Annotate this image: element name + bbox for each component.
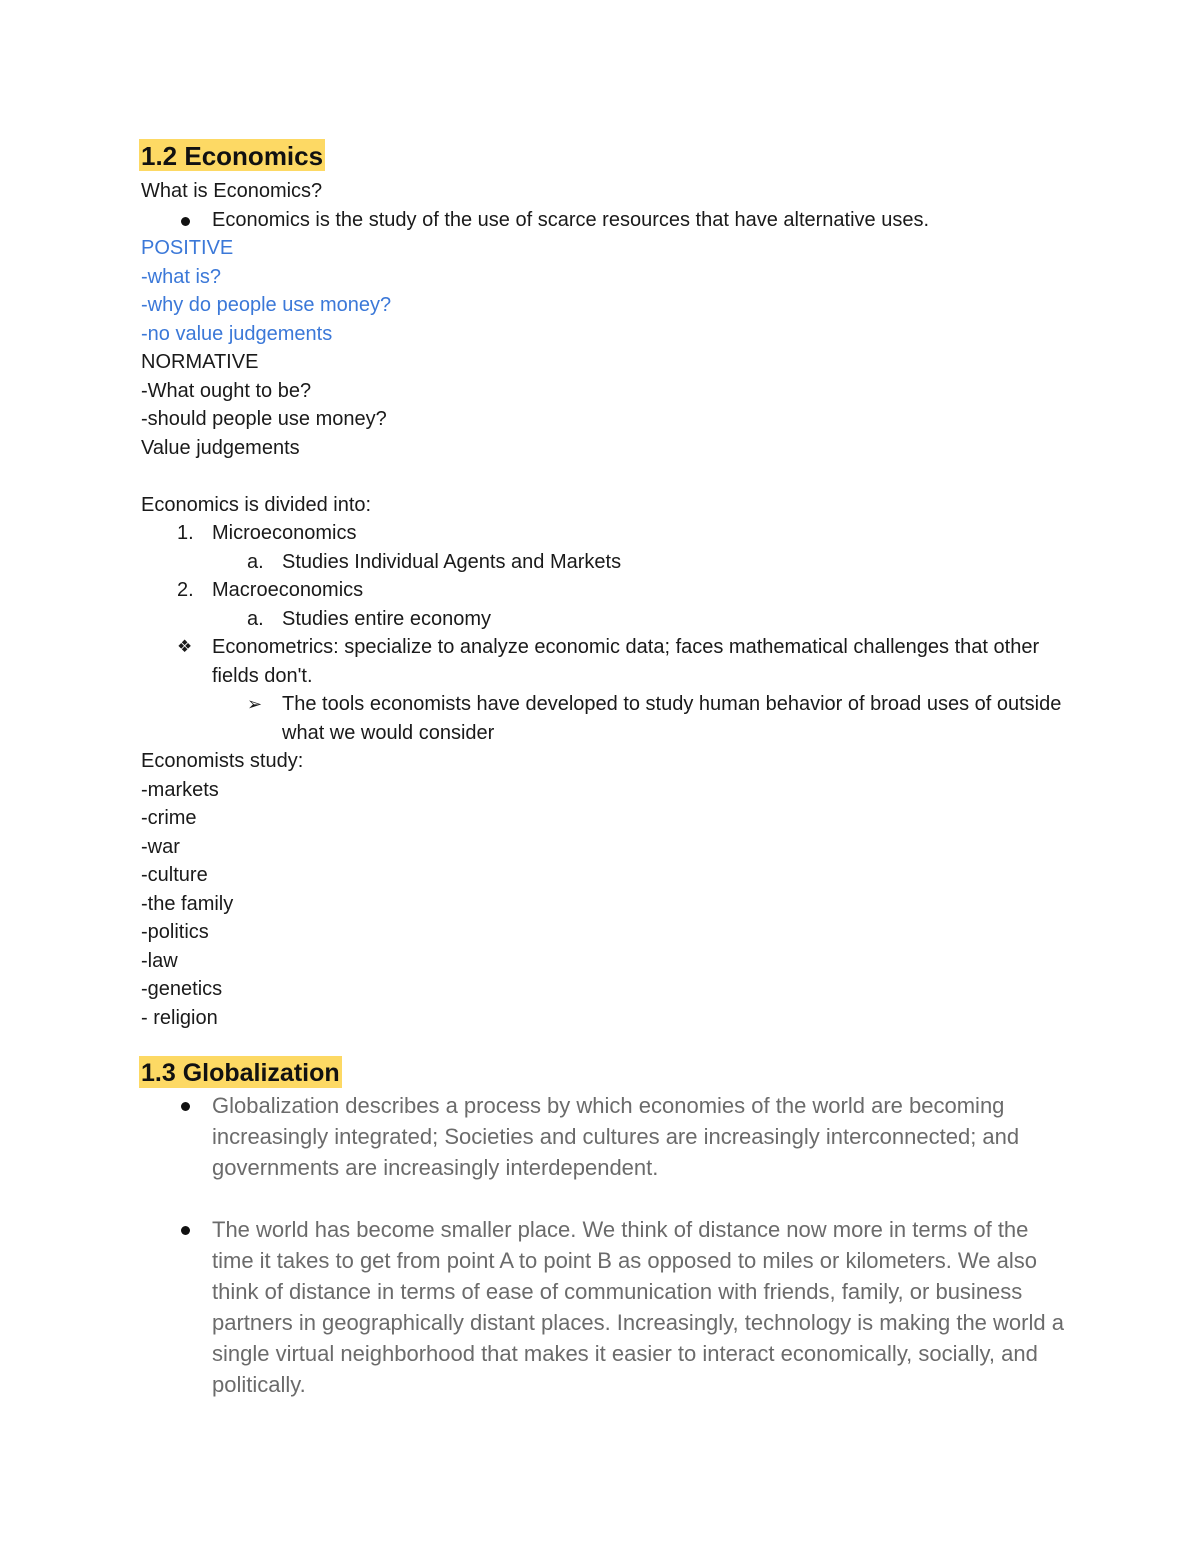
- diamond-bullet-icon: ❖: [177, 637, 193, 656]
- globalization-bullet-text: Globalization describes a process by which economies of the world are becoming increasingly integrated; Societies and cultures are increasingly interconnected; and governments are increasingly interdependent.: [212, 1093, 1020, 1180]
- positive-label: POSITIVE: [141, 237, 234, 259]
- normative-item: Value judgements: [141, 436, 300, 459]
- bullet-dot-icon: [181, 1102, 190, 1111]
- blank-line: [141, 1183, 1071, 1214]
- study-item: -culture: [141, 864, 208, 886]
- divided-intro: Economics is divided into:: [141, 493, 372, 516]
- positive-item: -why do people use money?: [141, 294, 392, 316]
- study-item: -crime: [141, 807, 197, 829]
- arrow-bullet-icon: ➢: [247, 694, 263, 714]
- list-number: 2.: [177, 579, 194, 601]
- list-letter: a.: [247, 550, 264, 573]
- question-line: What is Economics?: [141, 180, 323, 202]
- normative-item: -What ought to be?: [141, 379, 312, 402]
- section-heading-globalization: 1.3 Globalization: [139, 1056, 342, 1088]
- division-subitem: [141, 605, 1071, 634]
- positive-item: -what is?: [141, 265, 222, 288]
- econometrics-subitem: [141, 690, 1071, 747]
- study-item: - religion: [141, 1006, 218, 1029]
- division-item: [141, 519, 1071, 548]
- econometrics-item: [141, 633, 1071, 690]
- division-item: [141, 576, 1071, 605]
- normative-item: -should people use money?: [141, 408, 387, 430]
- section-heading-wrap: [141, 1056, 1071, 1090]
- bullet-dot-icon: [181, 1226, 190, 1235]
- division-subitem-text: Studies entire economy: [282, 607, 492, 630]
- study-item: -war: [141, 835, 180, 858]
- bullet-dot-icon: [181, 217, 190, 226]
- study-item: -politics: [141, 921, 209, 943]
- globalization-bullet: [141, 1214, 1071, 1400]
- list-letter: a.: [247, 607, 264, 630]
- division-label: Microeconomics: [212, 522, 357, 544]
- document-page: [141, 139, 1071, 1400]
- blank-line: [141, 462, 1071, 491]
- econometrics-subitem-text: The tools economists have developed to study human behavior of broad uses of outside what we would consider: [282, 693, 1062, 744]
- globalization-bullet: [141, 1090, 1071, 1183]
- division-subitem-text: Studies Individual Agents and Markets: [282, 550, 622, 573]
- positive-item: -no value judgements: [141, 322, 333, 345]
- section-heading-wrap: [141, 139, 1071, 177]
- division-subitem: [141, 548, 1071, 577]
- division-label: Macroeconomics: [212, 579, 364, 601]
- list-number: 1.: [177, 522, 194, 544]
- normative-label: NORMATIVE: [141, 351, 259, 373]
- definition-bullet: [141, 206, 1071, 235]
- study-item: -the family: [141, 892, 234, 915]
- study-item: -genetics: [141, 978, 223, 1000]
- study-item: -law: [141, 949, 178, 972]
- globalization-bullet-text: The world has become smaller place. We think of distance now more in terms of the time it takes to get from point A to point B as opposed to miles or kilometers. We also think of distance in terms of ease of communication with friends, family, or business partners in geographically distant places. Increasingly, technology is making the world a single virtual neighborhood that makes it easier to interact economically, socially, and politically.: [212, 1217, 1064, 1397]
- study-intro: Economists study:: [141, 750, 304, 772]
- definition-text: Economics is the study of the use of scarce resources that have alternative uses.: [212, 208, 930, 231]
- econometrics-text: Econometrics: specialize to analyze economic data; faces mathematical challenges that other fields don't.: [212, 636, 1040, 687]
- section-heading-economics: 1.2 Economics: [141, 141, 324, 171]
- study-item: -markets: [141, 778, 219, 801]
